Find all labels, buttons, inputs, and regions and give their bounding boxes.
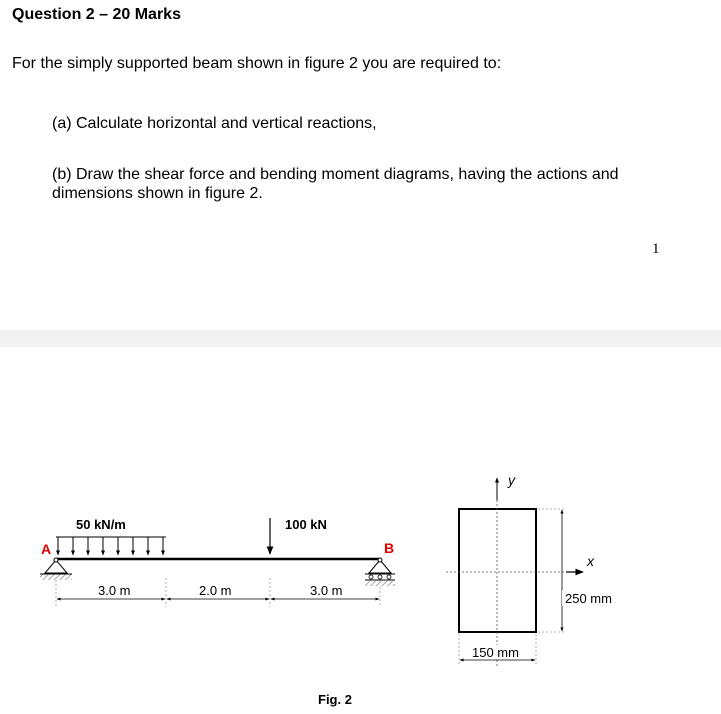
udl-label: 50 kN/m [76, 517, 126, 532]
question-intro: For the simply supported beam shown in figure 2 you are required to: [12, 55, 502, 72]
support-a-label: A [41, 541, 52, 557]
point-load-label: 100 kN [285, 517, 327, 532]
roller-support-b [365, 558, 395, 586]
support-b-label: B [384, 540, 395, 556]
x-axis-label: x [587, 553, 594, 569]
pin-support-a [40, 558, 72, 580]
cross-section [446, 478, 583, 668]
figure-caption: Fig. 2 [318, 692, 352, 707]
question-title: Question 2 – 20 Marks [12, 6, 181, 23]
span-3-label: 3.0 m [310, 583, 343, 598]
page-number: 1 [652, 241, 660, 257]
height-dimension [538, 509, 566, 632]
height-label: 250 mm [565, 591, 612, 606]
span-2-label: 2.0 m [199, 583, 232, 598]
span-1-label: 3.0 m [98, 583, 131, 598]
part-a-text: (a) Calculate horizontal and vertical reactions, [52, 115, 377, 132]
y-axis-label: y [508, 472, 515, 488]
udl [56, 537, 166, 555]
part-b-text: (b) Draw the shear force and bending moment diagrams, having the actions and dimensions shown in figure 2. [52, 166, 619, 202]
width-label: 150 mm [472, 645, 519, 660]
